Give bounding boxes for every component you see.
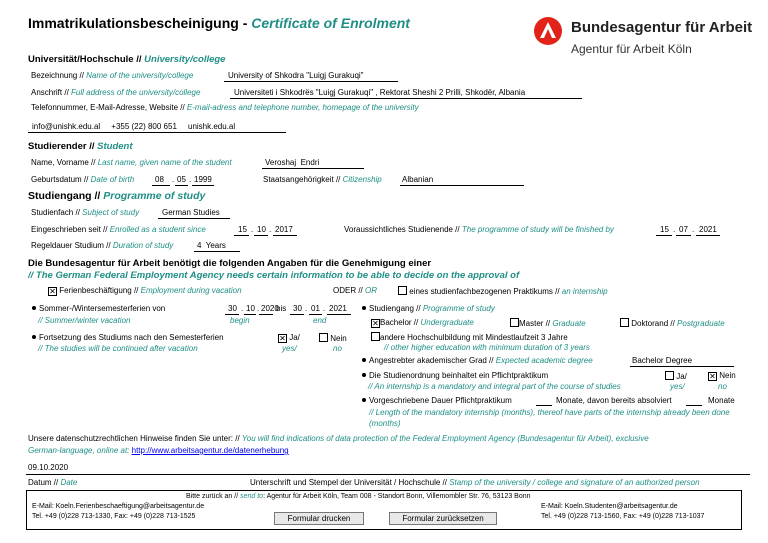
semester-label: Sommer-/Wintersemesterferien von [32, 304, 165, 313]
other-option: andere Hochschulbildung mit Mindestlaufzeit 3 Jahre [371, 332, 568, 342]
continue-yes-checkbox[interactable]: ✕ [279, 334, 286, 343]
programme-heading: Studiengang // Programme of study [28, 190, 206, 202]
privacy-text-2: German-language, online at: http://www.arbeitsagentur.de/datenerhebung [28, 446, 289, 455]
bullet-icon [32, 306, 36, 310]
mandatory-yes-checkbox[interactable] [665, 371, 674, 380]
agency-heading-de: Die Bundesagentur für Arbeit benötigt die folgenden Angaben für die Genehmigung einer [28, 258, 432, 269]
enrolled-month[interactable]: 10 [257, 225, 266, 234]
ferien-checkbox[interactable]: ✕ [49, 287, 56, 296]
university-contact-label: Telefonnummer, E-Mail-Adresse, Website // E-mail-adress and telephone number, homepage of the university [31, 103, 419, 112]
bullet-icon [362, 358, 366, 362]
internship-duration-en: // Length of the mandatory internship (months), thereof have parts of the internship already been done (months) [369, 408, 730, 428]
doktorand-option: Doktorand // Postgraduate [620, 318, 725, 328]
dob-month[interactable]: 05 [177, 175, 186, 184]
duration-label: Regeldauer Studium // Duration of study [31, 241, 174, 250]
continue-no-checkbox[interactable] [319, 333, 328, 342]
oder-label: ODER // OR [333, 286, 378, 295]
end-month[interactable]: 07 [679, 225, 688, 234]
degree-label: Angestrebter akademischer Grad // Expected academic degree [362, 356, 593, 365]
to-month[interactable]: 01 [311, 304, 320, 313]
privacy-link[interactable]: http://www.arbeitsagentur.de/datenerhebung [131, 446, 289, 455]
university-heading: Universität/Hochschule // University/college [28, 54, 226, 65]
end-label: Voraussichtliches Studienende // The programme of study will be finished by [344, 225, 614, 234]
org-sub: Agentur für Arbeit Köln [571, 42, 692, 56]
doktorand-checkbox[interactable] [620, 318, 629, 327]
bullet-icon [362, 306, 366, 310]
end-year[interactable]: 2021 [699, 225, 717, 234]
date-field[interactable]: 09.10.2020 [28, 463, 69, 472]
subject-label: Studienfach // Subject of study [31, 208, 140, 217]
student-heading: Studierender // Student [28, 141, 133, 152]
bullet-icon [362, 398, 366, 402]
ferien-option: ✕ Ferienbeschäftigung // Employment during vacation [49, 286, 242, 296]
left-tel: Tel. +49 (0)228 713-1330, Fax: +49 (0)228 713-1525 [32, 513, 196, 520]
dob-label: Geburtsdatum // Date of birth [31, 175, 135, 184]
dob-year[interactable]: 1999 [194, 175, 212, 184]
university-name-label: Bezeichnung // Name of the university/college [31, 71, 194, 80]
from-year[interactable]: 2020 [261, 304, 279, 313]
right-tel: Tel. +49 (0)228 713-1560, Fax: +49 (0)228 713-1037 [541, 513, 705, 520]
begin-label: begin [230, 316, 250, 325]
print-form-button[interactable]: Formular drucken [274, 512, 364, 525]
other-checkbox[interactable] [371, 332, 380, 341]
bachelor-option: ✕Bachelor // Undergraduate [372, 318, 474, 328]
university-address-field[interactable]: Universiteti i Shkodrës "Luigj Gurakuqi" , Rektorat Sheshi 2 Prilli, Shkodër, Albania [234, 88, 526, 97]
right-email: E-Mail: Koeln.Studenten@arbeitsagentur.de [541, 503, 678, 510]
subject-field[interactable]: German Studies [162, 208, 220, 217]
mandatory-en: // An internship is a mandatory and integral part of the course of studies [368, 382, 621, 391]
student-name-label: Name, Vorname // Last name, given name of the student [31, 158, 232, 167]
monate-label: Monate, davon bereits absolviert [556, 396, 672, 405]
internship-done-field[interactable] [686, 405, 702, 406]
continue-no-en: no [333, 344, 342, 353]
title-de: Immatrikulationsbescheinigung - [28, 15, 252, 31]
university-contact-field[interactable]: info@unishk.edu.al +355 (22) 800 651 unishk.edu.al [32, 122, 236, 131]
praktikum-checkbox[interactable] [398, 286, 407, 295]
title-en: Certificate of Enrolment [251, 15, 410, 31]
end-day[interactable]: 15 [660, 225, 669, 234]
from-day[interactable]: 30 [228, 304, 237, 313]
university-address-label: Anschrift // Full address of the university/college [31, 88, 201, 97]
mandatory-no-checkbox[interactable]: ✕ [709, 372, 716, 381]
citizenship-label: Staatsangehörigkeit // Citizenship [263, 175, 382, 184]
other-en: // other higher education with minimum duration of 3 years [384, 343, 590, 352]
continue-no: Nein [319, 333, 347, 343]
page-title [28, 15, 410, 31]
mandatory-no-en: no [718, 382, 727, 391]
internship-months-field[interactable] [536, 405, 552, 406]
to-day[interactable]: 30 [293, 304, 302, 313]
stamp-label: Unterschrift und Stempel der Universität / Hochschule // Stamp of the university / college and signature of an authorized person [250, 478, 700, 487]
internship-duration-label: Vorgeschriebene Dauer Pflichtpraktikum [362, 396, 512, 405]
privacy-text: Unsere datenschutzrechtlichen Hinweise finden Sie unter: // You will find indications of data protection of the Federal Employment Agency (Bundesagentur für Arbeit), exclusive [28, 434, 649, 443]
mandatory-yes: Ja/ [665, 371, 687, 381]
to-year[interactable]: 2021 [329, 304, 347, 313]
bullet-icon [362, 373, 366, 377]
send-to: Bitte zurück an // send to: Agentur für Arbeit Köln, Team 008 - Standort Bonn, Villemombler Str. 76, 53123 Bonn [186, 493, 531, 500]
student-name-field[interactable]: Veroshaj Endri [265, 158, 320, 167]
continue-label: Fortsetzung des Studiums nach den Semesterferien [32, 333, 224, 342]
citizenship-field[interactable]: Albanian [402, 175, 434, 184]
continue-en: // The studies will be continued after vacation [38, 344, 198, 353]
mandatory-no: ✕ Nein [709, 371, 736, 381]
bullet-icon [32, 335, 36, 339]
enrolled-label: Eingeschrieben seit // Enrolled as a student since [31, 225, 206, 234]
mandatory-yes-en: yes/ [670, 382, 685, 391]
left-email: E-Mail: Koeln.Ferienbeschaeftigung@arbeitsagentur.de [32, 503, 205, 510]
reset-form-button[interactable]: Formular zurücksetzen [389, 512, 497, 525]
end-label-small: end [313, 316, 327, 325]
master-option: Master // Graduate [510, 318, 586, 328]
dob-day[interactable]: 08 [155, 175, 164, 184]
semester-en: // Summer/winter vacation [38, 316, 131, 325]
degree-field[interactable]: Bachelor Degree [632, 356, 693, 365]
mandatory-label: Die Studienordnung beinhaltet ein Pflichtpraktikum [362, 371, 548, 380]
enrolled-year[interactable]: 2017 [275, 225, 293, 234]
master-checkbox[interactable] [510, 318, 519, 327]
from-month[interactable]: 10 [246, 304, 255, 313]
agency-logo-icon [533, 16, 563, 46]
continue-yes: ✕ Ja/ [279, 333, 300, 343]
bachelor-checkbox[interactable]: ✕ [372, 319, 379, 328]
praktikum-option: eines studienfachbezogenen Praktikums // an internship [398, 286, 608, 296]
agency-heading-en: // The German Federal Employment Agency needs certain information to be able to decide on the approval of [28, 270, 520, 281]
enrolled-day[interactable]: 15 [238, 225, 247, 234]
org-name: Bundesagentur für Arbeit [571, 19, 753, 36]
date-label: Datum // Date [28, 478, 78, 487]
studiengang-label: Studiengang // Programme of study [362, 304, 495, 313]
bis-label: bis [276, 304, 287, 313]
continue-yes-en: yes/ [282, 344, 297, 353]
monate2-label: Monate [708, 396, 735, 405]
university-name-field[interactable]: University of Shkodra "Luigj Gurakuqi" [228, 71, 364, 80]
duration-field[interactable]: 4 Years [197, 241, 226, 250]
